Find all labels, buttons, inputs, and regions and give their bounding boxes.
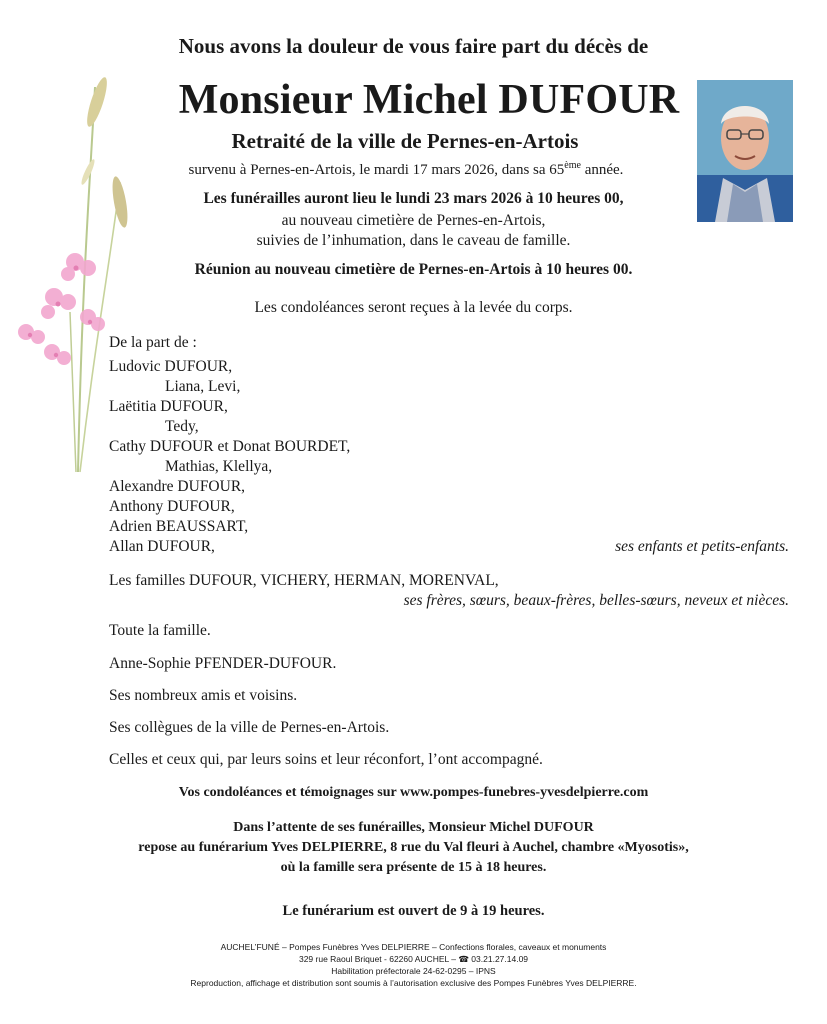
funeral-burial: suivies de l’inhumation, dans le caveau de famille.	[256, 232, 571, 249]
family-member: Allan DUFOUR,	[109, 538, 215, 555]
footer-rights: Reproduction, affichage et distribution sont soumis à l’autorisation exclusive des Pompes Funèbres Yves DELPIERRE.	[190, 978, 637, 988]
condolences-notice: Les condoléances seront reçues à la levée du corps.	[254, 299, 573, 316]
intro-text: Nous avons la douleur de vous faire part du décès de	[178, 34, 649, 58]
family-other: Ses collègues de la ville de Pernes-en-Artois.	[109, 719, 390, 736]
family-other: Celles et ceux qui, par leurs soins et leur réconfort, l’ont accompagné.	[109, 751, 543, 768]
death-details	[0, 160, 812, 179]
funeral-location: au nouveau cimetière de Pernes-en-Artois,	[281, 212, 546, 229]
children-relation: ses enfants et petits-enfants.	[615, 538, 789, 555]
family-member: Laëtitia DUFOUR,	[109, 398, 228, 415]
from-label: De la part de :	[109, 334, 197, 351]
funeral-date: Les funérailles auront lieu le lundi 23 mars 2026 à 10 heures 00,	[203, 190, 624, 207]
family-other: Anne-Sophie PFENDER-DUFOUR.	[109, 655, 337, 672]
family-member: Anthony DUFOUR,	[109, 498, 235, 515]
deceased-name: Monsieur Michel DUFOUR	[178, 77, 680, 123]
ordinal-suffix: ème	[564, 160, 581, 171]
death-details-end: année.	[580, 162, 624, 178]
family-other: Toute la famille.	[109, 622, 211, 639]
deceased-role: Retraité de la ville de Pernes-en-Artois	[231, 129, 579, 153]
death-details-text: survenu à Pernes-en-Artois, le mardi 17 mars 2026, dans sa 65	[188, 162, 565, 178]
repose-notice: Dans l’attente de ses funérailles, Monsieur Michel DUFOUR	[233, 820, 594, 835]
families-relation: ses frères, sœurs, beaux-frères, belles-sœurs, neveux et nièces.	[403, 592, 789, 609]
footer-company: AUCHEL’FUNÉ – Pompes Funèbres Yves DELPIERRE – Confections florales, caveaux et monuments	[220, 942, 607, 952]
family-member: Tedy,	[165, 418, 199, 435]
families-line: Les familles DUFOUR, VICHERY, HERMAN, MORENVAL,	[109, 572, 499, 589]
family-member: Mathias, Klellya,	[165, 458, 273, 475]
footer-address: 329 rue Raoul Briquet - 62260 AUCHEL – ☎ 03.21.27.14.09	[298, 954, 529, 964]
family-member: Ludovic DUFOUR,	[109, 358, 233, 375]
family-member: Alexandre DUFOUR,	[109, 478, 246, 495]
family-other: Ses nombreux amis et voisins.	[109, 687, 298, 704]
family-member: Cathy DUFOUR et Donat BOURDET,	[109, 438, 351, 455]
family-member: Adrien BEAUSSART,	[109, 518, 249, 535]
website-notice: Vos condoléances et témoignages sur www.pompes-funebres-yvesdelpierre.com	[178, 785, 649, 800]
footer-license: Habilitation préfectorale 24-62-0295 – IPNS	[331, 966, 496, 976]
opening-hours: Le funérarium est ouvert de 9 à 19 heures.	[282, 903, 545, 919]
reunion-notice: Réunion au nouveau cimetière de Pernes-en-Artois à 10 heures 00.	[194, 261, 633, 278]
repose-notice: repose au funérarium Yves DELPIERRE, 8 rue du Val fleuri à Auchel, chambre «Myosotis»,	[138, 840, 689, 855]
repose-notice: où la famille sera présente de 15 à 18 heures.	[280, 860, 547, 875]
family-member: Liana, Levi,	[165, 378, 241, 395]
